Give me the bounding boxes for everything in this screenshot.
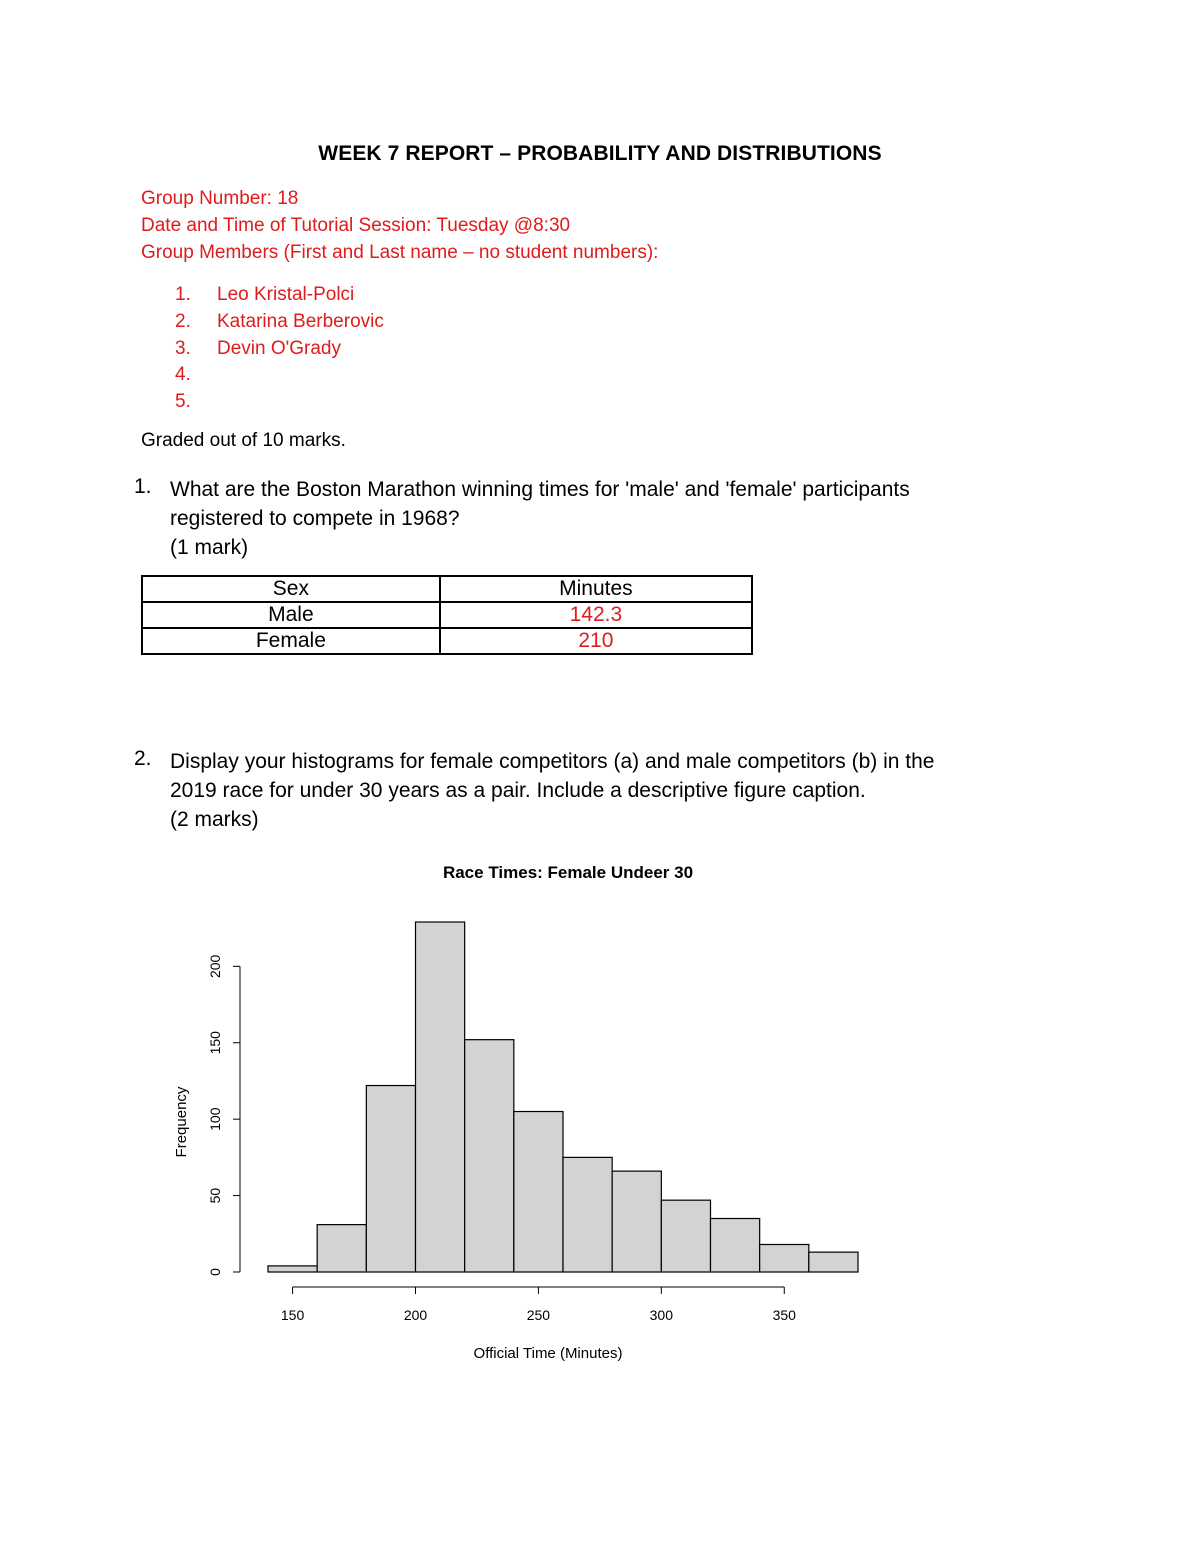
member-number: 1. <box>175 284 191 305</box>
y-axis-label: Frequency <box>173 1086 190 1158</box>
histogram-chart <box>160 850 900 1380</box>
graded-note: Graded out of 10 marks. <box>141 430 346 451</box>
question-text <box>170 475 1050 562</box>
histogram-bar <box>661 1200 710 1272</box>
question-line: Display your histograms for female competitors (a) and male competitors (b) in the <box>170 750 935 773</box>
question-line: registered to compete in 1968? <box>170 507 460 530</box>
x-tick-label: 350 <box>772 1307 796 1323</box>
table-row <box>142 602 752 628</box>
table-row <box>142 628 752 654</box>
table-cell-minutes: 142.3 <box>440 602 752 628</box>
histogram-bar <box>317 1225 366 1272</box>
y-tick-label: 0 <box>207 1268 223 1276</box>
histogram-bar <box>366 1086 415 1272</box>
member-number: 2. <box>175 311 191 332</box>
table-header-row <box>142 576 752 602</box>
x-tick-label: 200 <box>403 1307 428 1323</box>
histogram-bar <box>809 1252 858 1272</box>
question-line: 2019 race for under 30 years as a pair. Include a descriptive figure caption. <box>170 779 866 802</box>
question-line: (1 mark) <box>170 536 249 559</box>
y-tick-label: 50 <box>207 1187 223 1204</box>
table-cell-sex: Female <box>142 628 440 654</box>
member-name: Leo Kristal-Polci <box>217 284 355 305</box>
y-tick-label: 100 <box>207 1107 223 1131</box>
members-label: Group Members (First and Last name – no student numbers): <box>141 242 659 263</box>
member-name: Devin O'Grady <box>217 338 342 359</box>
member-number: 4. <box>175 364 191 385</box>
histogram-bar <box>563 1157 612 1272</box>
question-line: What are the Boston Marathon winning times for 'male' and 'female' participants <box>170 478 910 501</box>
answers-table <box>141 575 753 655</box>
histogram-bar <box>268 1266 317 1272</box>
question-text <box>170 747 1050 834</box>
table-header: Sex <box>142 576 440 602</box>
table-header: Minutes <box>440 576 752 602</box>
histogram-bar <box>760 1244 809 1272</box>
member-name: Katarina Berberovic <box>217 311 384 332</box>
question-number: 2. <box>134 747 152 770</box>
group-number: Group Number: 18 <box>141 188 299 209</box>
y-tick-label: 150 <box>207 1031 223 1055</box>
table-cell-sex: Male <box>142 602 440 628</box>
page-title: WEEK 7 REPORT – PROBABILITY AND DISTRIBUTIONS <box>318 142 882 165</box>
histogram-bar <box>416 922 465 1272</box>
histogram-bar <box>514 1112 563 1272</box>
x-tick-label: 300 <box>649 1307 674 1323</box>
histogram-bar <box>711 1219 760 1272</box>
histogram-bar <box>465 1040 514 1272</box>
chart-title: Race Times: Female Undeer 30 <box>442 863 694 882</box>
member-number: 3. <box>175 338 191 359</box>
table-cell-minutes: 210 <box>440 628 752 654</box>
x-tick-label: 150 <box>280 1307 305 1323</box>
histogram-bar <box>612 1171 661 1272</box>
x-tick-label: 250 <box>526 1307 551 1323</box>
question-line: (2 marks) <box>170 808 259 831</box>
y-tick-label: 200 <box>207 954 223 979</box>
member-number: 5. <box>175 391 191 412</box>
question-number: 1. <box>134 475 152 498</box>
x-axis-label: Official Time (Minutes) <box>473 1345 623 1362</box>
tutorial-session: Date and Time of Tutorial Session: Tuesday @8:30 <box>141 215 571 236</box>
